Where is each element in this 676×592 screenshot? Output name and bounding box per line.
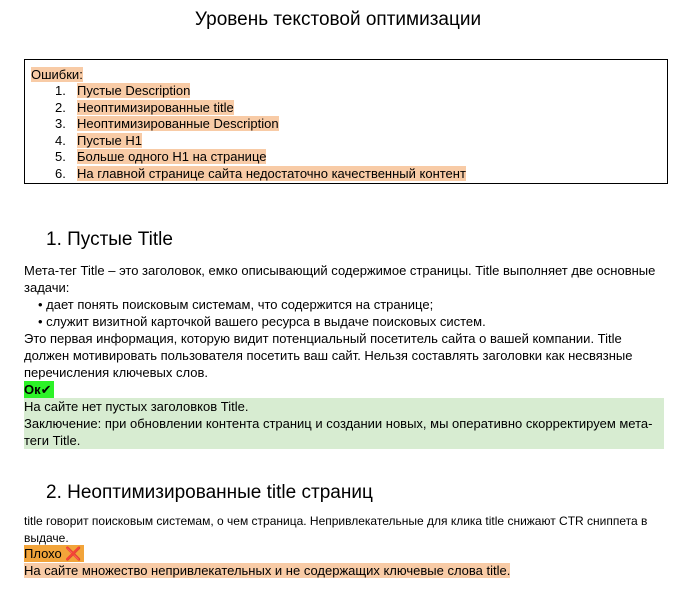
section1-status: [24, 381, 664, 398]
section2-status-block: [24, 545, 664, 579]
error-item-number: 1.: [55, 83, 66, 98]
page-title: Уровень текстовой оптимизации: [194, 9, 482, 30]
bullet-item: • служит визитной карточкой вашего ресурса в выдаче поисковых систем.: [38, 313, 664, 330]
error-item: [55, 133, 661, 150]
error-item: [55, 116, 661, 133]
error-item: [55, 149, 661, 166]
bullet-item: • дает понять поисковым системам, что содержится на странице;: [38, 296, 664, 313]
section2-finding: На сайте множество непривлекательных и не содержащих ключевые слова title.: [24, 563, 511, 578]
section2-heading: 2. Неоптимизированные title страниц: [46, 482, 373, 503]
error-item: [55, 83, 661, 100]
section1-intro: Мета-тег Title – это заголовок, емко описывающий содержимое страницы. Title выполняет две основные задачи:: [24, 263, 656, 295]
error-item-text: На главной странице сайта недостаточно качественный контент: [77, 165, 466, 181]
section1-bullets: [24, 296, 664, 330]
errors-box: [24, 59, 668, 184]
section2-intro: title говорит поисковым системам, о чем страница. Непривлекательные для клика title снижают CTR сниппета в выдаче.: [24, 514, 648, 545]
error-item-number: 5.: [55, 149, 66, 164]
error-item-number: 2.: [55, 99, 66, 115]
section2-body: [24, 513, 664, 547]
section2-status: [24, 545, 664, 562]
error-item-text: Неоптимизированные Description: [77, 116, 279, 131]
check-icon: ✔: [40, 382, 52, 397]
bad-label: Плохо: [24, 546, 62, 561]
error-item-text: Пустые Description: [77, 83, 191, 98]
error-item: [55, 166, 661, 183]
error-item: [55, 100, 661, 117]
error-item-number: 3.: [55, 116, 66, 131]
bad-badge: [24, 545, 84, 562]
section1-conclusion: Заключение: при обновлении контента страниц и создании новых, мы оперативно скорректируем мета-теги Title.: [24, 415, 664, 449]
error-item-number: 6.: [55, 165, 66, 181]
ok-badge: [24, 381, 54, 398]
error-item-text: Неоптимизированные title: [77, 99, 234, 115]
section1-heading: 1. Пустые Title: [46, 229, 173, 250]
error-item-number: 4.: [55, 132, 66, 148]
errors-list: [31, 83, 661, 182]
section1-text: Это первая информация, которую видит потенциальный посетитель сайта о вашей компании. Title должен мотивировать пользователя посетить ваш сайт. Нельзя составлять заголовки как несвязные перечисления ключевых слов.: [24, 331, 633, 380]
error-item-text: Пустые H1: [77, 132, 142, 148]
errors-heading: Ошибки:: [31, 67, 83, 82]
section1-body: [24, 262, 664, 449]
ok-label: Ок: [24, 382, 41, 397]
error-item-text: Больше одного H1 на странице: [77, 149, 267, 164]
cross-icon: ❌: [65, 546, 82, 561]
section1-finding: На сайте нет пустых заголовков Title.: [24, 398, 664, 415]
